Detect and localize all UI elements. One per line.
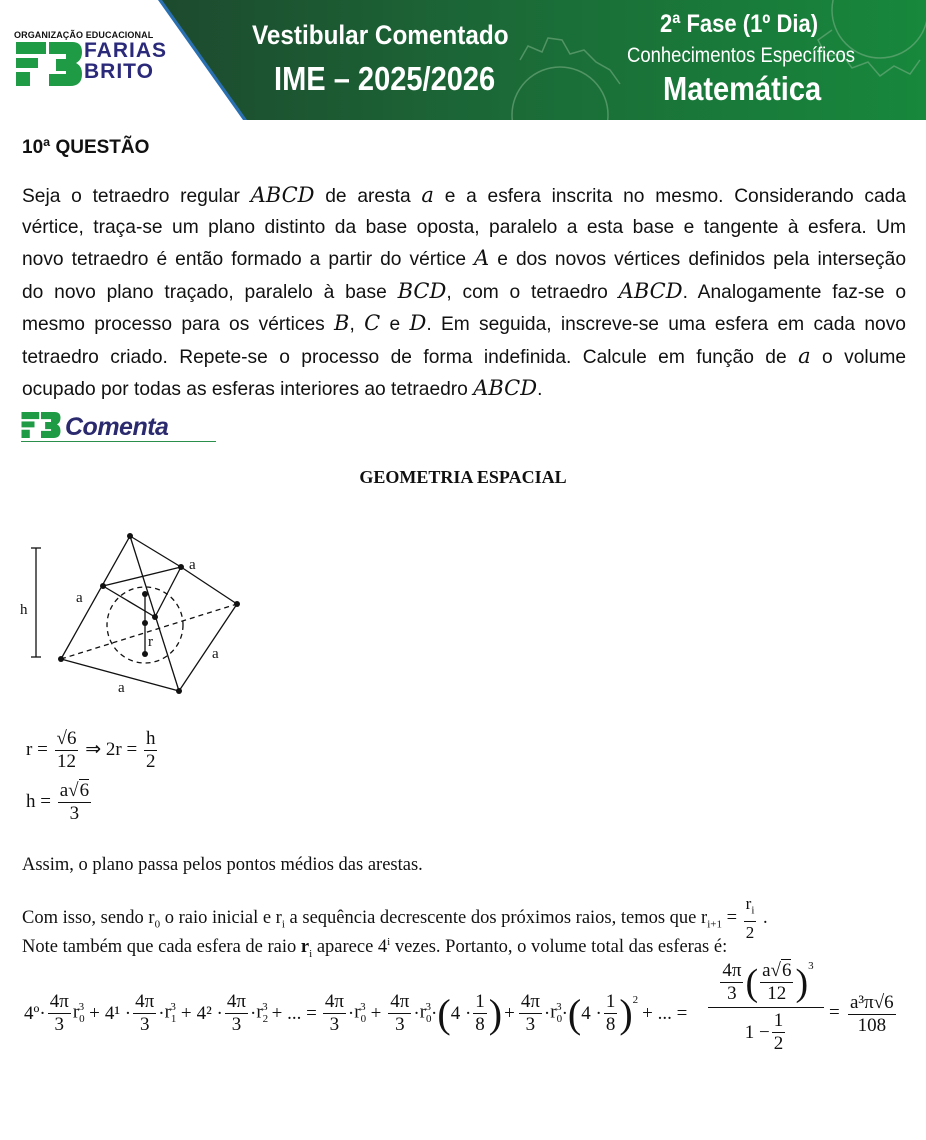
math-symbol: a — [421, 183, 434, 207]
header-phase: 2ª Fase (1º Dia) — [660, 10, 819, 38]
question-text: , — [349, 314, 365, 335]
edge-label: a — [76, 590, 83, 606]
org-label: ORGANIZAÇÃO EDUCACIONAL — [14, 30, 154, 40]
question-text: de aresta — [314, 186, 422, 207]
logo-farias: FARIAS — [84, 39, 168, 62]
edge — [61, 536, 130, 659]
question-text: , com o tetraedro — [446, 281, 619, 303]
header-banner — [0, 0, 926, 120]
paragraph-radii-sequence: Com isso, sendo $r_0$ o raio inicial e $r_i$ a sequência decrescente dos próximos raios, temos que $r_{i+1}$ = $\frac{r_i}{2}$ . — [22, 894, 768, 943]
math-symbol: C — [364, 311, 381, 335]
fb-logo-icon — [16, 42, 82, 86]
radius-equation — [26, 728, 159, 773]
math-symbol: BCD — [397, 278, 447, 303]
question-line — [22, 373, 906, 406]
question-text: . — [537, 379, 543, 400]
question-text: tetraedro criado. Repete-se o processo de forma indefinida. Calcule em função de — [22, 346, 799, 368]
paragraph-sphere-count: Note também que cada esfera de raio $r_i$ aparece 4$^i$ vezes. Portanto, o volume total das esferas é: — [22, 936, 728, 960]
farias-brito-logo — [14, 30, 168, 90]
question-line — [22, 276, 906, 309]
height-label: h — [20, 602, 28, 618]
question-text: . Em seguida, inscreve-se uma esfera em cada novo — [426, 314, 906, 335]
equals-sign: = — [829, 1002, 840, 1023]
question-line — [22, 180, 906, 213]
eq-text: ⇒ 2r = — [85, 738, 138, 760]
question-text: o volume — [810, 346, 907, 368]
math-symbol: a — [798, 343, 811, 368]
question-text: e a esfera inscrita no mesmo. Considerando cada — [433, 186, 907, 207]
question-text: vértice, traça-se um plano distinto da base oposta, paralelo a esta base e tangente à esfera. Um — [22, 216, 906, 238]
tetrahedron-diagram — [0, 520, 260, 700]
fb-logo-small-icon — [21, 412, 61, 438]
header-title: Vestibular Comentado — [252, 20, 509, 50]
edge-label: a — [212, 646, 219, 662]
edge — [130, 536, 179, 691]
math-symbol: B — [334, 311, 350, 335]
height-equation — [26, 780, 93, 825]
section-title: GEOMETRIA ESPACIAL — [359, 467, 567, 487]
question-text: novo tetraedro é então formado a partir do vértice — [22, 249, 475, 270]
fraction: $\frac{a√6}{3}$ — [59, 780, 90, 824]
logo-brito: BRITO — [84, 60, 154, 83]
header-subject: Matemática — [663, 70, 822, 107]
fraction: $\frac{h}{2}$ — [145, 728, 156, 772]
eq-text: h = — [26, 790, 51, 812]
comenta-label: Comenta — [65, 413, 169, 441]
question-line — [22, 341, 906, 374]
question-body — [22, 180, 906, 406]
paragraph-midpoints: Assim, o plano passa pelos pontos médios das arestas. — [22, 855, 423, 875]
question-line — [22, 213, 906, 244]
question-text: . Analogamente faz-se o — [682, 281, 906, 303]
comenta-divider — [21, 441, 216, 442]
question-text: do novo plano traçado, paralelo à base — [22, 281, 398, 303]
eq-text: r = — [26, 738, 48, 760]
question-text: mesmo processo para os vértices — [22, 314, 335, 335]
fraction: $\frac{√6}{12}$ — [56, 728, 77, 772]
result-fraction: $\frac{\text{a³π√6}}{108}$ — [850, 992, 894, 1036]
question-line — [22, 243, 906, 276]
edge — [179, 604, 237, 691]
math-symbol: D — [409, 311, 427, 335]
edge-label: a — [189, 557, 196, 573]
question-text: Seja o tetraedro regular — [22, 186, 251, 207]
edge-label: a — [118, 680, 125, 696]
math-symbol: A — [474, 246, 490, 270]
radius-label: r — [148, 634, 153, 650]
math-symbol: ABCD — [618, 278, 683, 303]
question-line — [22, 308, 906, 341]
question-text: e dos novos vértices definidos pela interseção — [489, 249, 906, 270]
series-expression: 4º· $\frac{4\pi}{3}$ $r_0^3$ + 4¹ · $\frac{4\pi}{3}$ · $r_1^3$ + 4² · $\frac{4\pi}{3}$ · $r_2^3$ + ... = $\frac{4\pi}{3}$ · $r_0^3$ + $\frac{4\pi}{3}$ · $r_0^3$ · ( 4 · $\frac{1}{8}$ ) + $\frac{4\pi}{3}$ · $r_0^3$ · ( 4 · $\frac{1}{8}$ ) $^2$ + ... = — [24, 991, 688, 1036]
comenta-section-logo — [21, 412, 216, 444]
question-text: e — [380, 314, 410, 335]
total-volume-equation — [24, 960, 904, 1080]
math-symbol: ABCD — [250, 183, 315, 207]
sum-fraction: $\frac{4\pi}{3}$ ( $\frac{a√6}{12}$ ) $^3$ 1 − $\frac{1}{2}$ — [708, 960, 824, 1055]
header-knowledge: Conhecimentos Específicos — [627, 44, 856, 67]
header-exam: IME – 2025/2026 — [274, 60, 496, 97]
question-text: ocupado por todas as esferas interiores ao tetraedro — [22, 379, 474, 400]
math-symbol: ABCD — [473, 376, 538, 400]
question-title: 10ª QUESTÃO — [22, 137, 150, 158]
